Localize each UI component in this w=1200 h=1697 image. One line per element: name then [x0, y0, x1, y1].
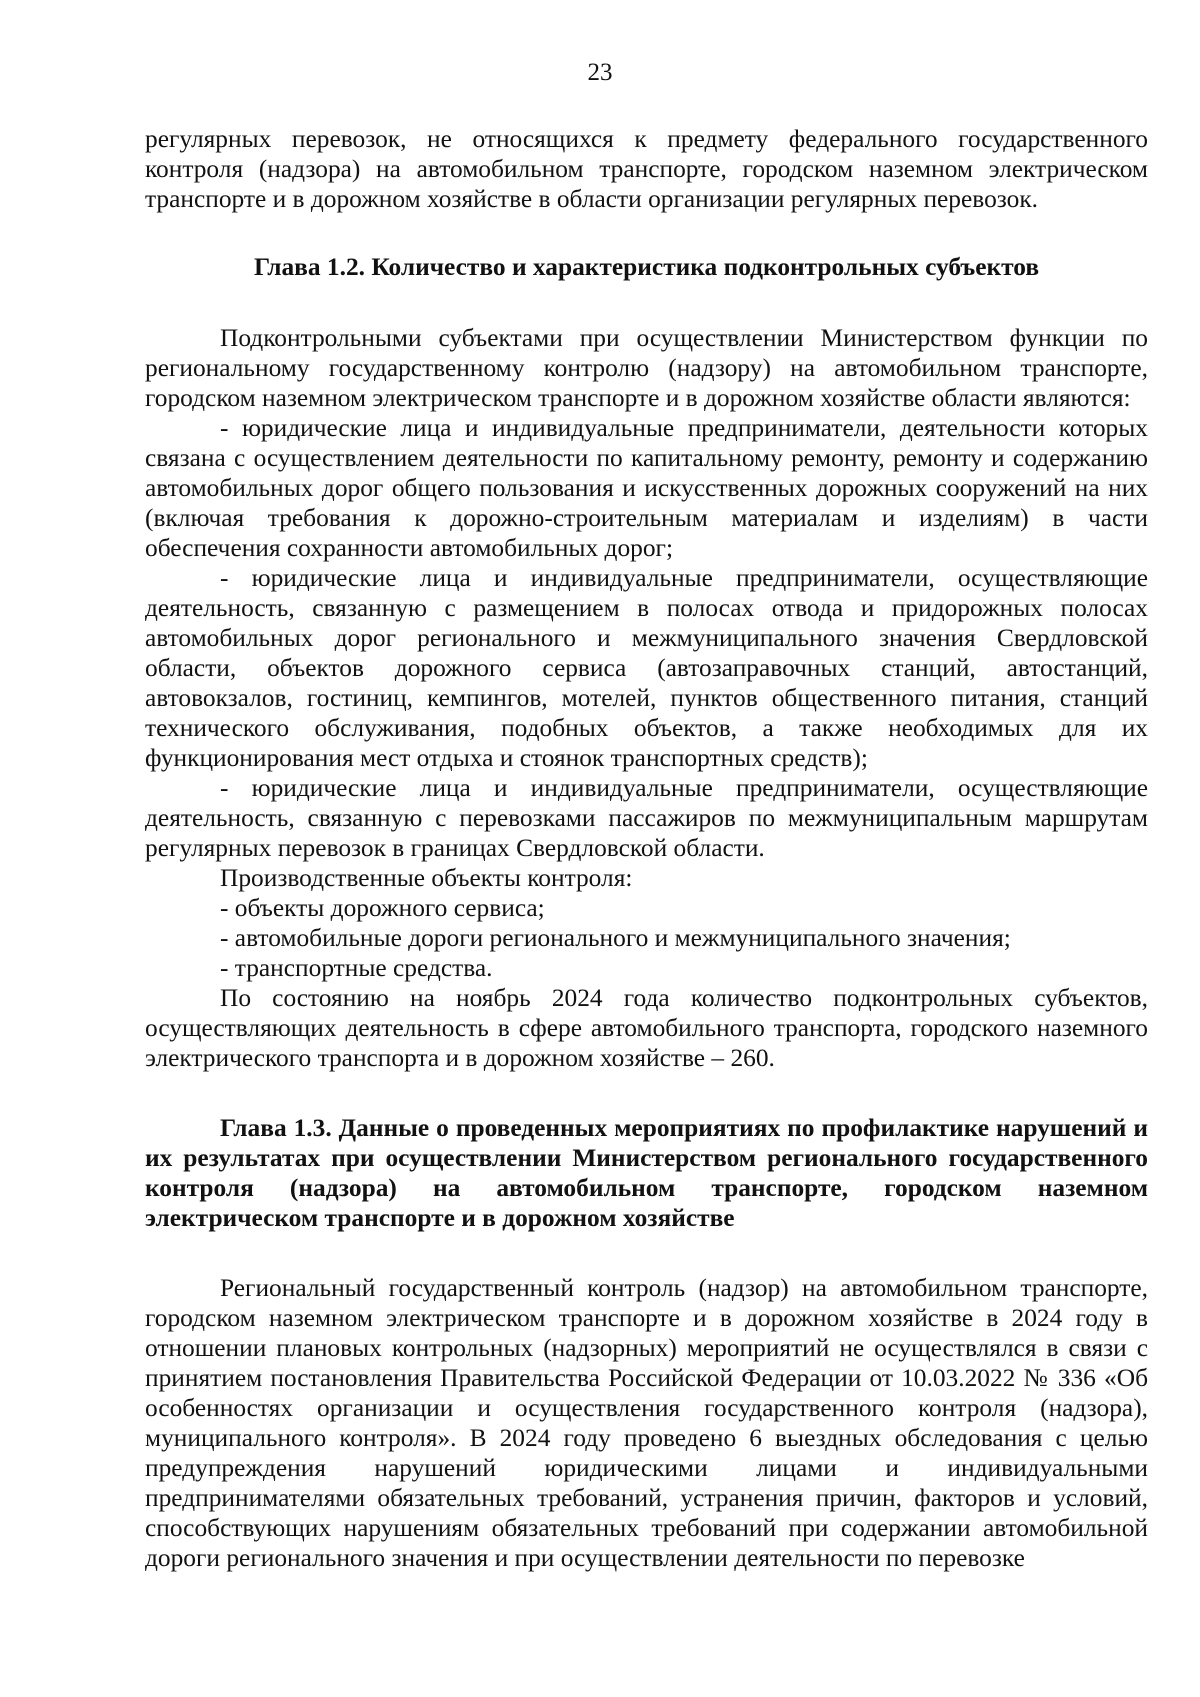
object-item: - транспортные средства. — [220, 954, 493, 982]
object-item: - объекты дорожного сервиса; — [220, 894, 545, 922]
intro-paragraph: регулярных перевозок, не относящихся к предмету федерального государственного контроля (надзора) на автомобильном транспорте, городском наземном электрическом транспорте и в дорожном хозяйстве в области организации регулярных перевозок. — [145, 125, 1148, 213]
object-item: - автомобильные дороги регионального и межмуниципального значения; — [220, 924, 1011, 952]
section-1-3-paragraph: Региональный государственный контроль (надзор) на автомобильном транспорте, городском наземном электрическом транспорте и в дорожном хозяйстве в 2024 году в отношении плановых контрольных (надзорных) мероприятий не осуществлялся в связи с принятием постановления Правительства Российской Федерации от 10.03.2022 № 336 «Об особенностях организации и осуществления государственного контроля (надзора), муниципального контроля». В 2024 году проведено 6 выездных обследования с целью предупреждения нарушений юридическими лицами и индивидуальными предпринимателями обязательных требований, устранения причин, факторов и условий, способствующих нарушениям обязательных требований при содержании автомобильной дороги регионального значения и при осуществлении деятельности по перевозке — [145, 1274, 1148, 1572]
subject-item: - юридические лица и индивидуальные предприниматели, осуществляющие деятельность, связанную с перевозками пассажиров по межмуниципальным маршрутам регулярных перевозок в границах Свердловской области. — [145, 774, 1148, 862]
count-paragraph: По состоянию на ноябрь 2024 года количество подконтрольных субъектов, осуществляющих деятельность в сфере автомобильного транспорта, городского наземного электрического транспорта и в дорожном хозяйстве – 260. — [145, 984, 1148, 1072]
section-1-2-lead: Подконтрольными субъектами при осуществлении Министерством функции по региональному государственному контролю (надзору) на автомобильном транспорте, городском наземном электрическом транспорте и в дорожном хозяйстве области являются: — [145, 324, 1148, 412]
subject-item: - юридические лица и индивидуальные предприниматели, деятельности которых связана с осуществлением деятельности по капитальному ремонту, ремонту и содержанию автомобильных дорог общего пользования и искусственных дорожных сооружений на них (включая требования к дорожно-строительным материалам и изделиям) в части обеспечения сохранности автомобильных дорог; — [145, 414, 1148, 562]
section-1-3-heading: Глава 1.3. Данные о проведенных мероприятиях по профилактике нарушений и их результатах при осуществлении Министерством регионального государственного контроля (надзора) на автомобильном транспорте, городском наземном электрическом транспорте и в дорожном хозяйстве — [145, 1114, 1148, 1232]
document-body — [145, 124, 1148, 1573]
objects-title: Производственные объекты контроля: — [220, 864, 633, 892]
subject-item: - юридические лица и индивидуальные предприниматели, осуществляющие деятельность, связанную с размещением в полосах отвода и придорожных полосах автомобильных дорог регионального и межмуниципального значения Свердловской области, объектов дорожного сервиса (автозаправочных станций, автостанций, автовокзалов, гостиниц, кемпингов, мотелей, пунктов общественного питания, станций технического обслуживания, подобных объектов, а также необходимых для их функционирования мест отдыха и стоянок транспортных средств); — [145, 564, 1148, 772]
section-1-2-heading: Глава 1.2. Количество и характеристика подконтрольных субъектов — [253, 253, 1040, 281]
page-number: 23 — [587, 59, 613, 86]
